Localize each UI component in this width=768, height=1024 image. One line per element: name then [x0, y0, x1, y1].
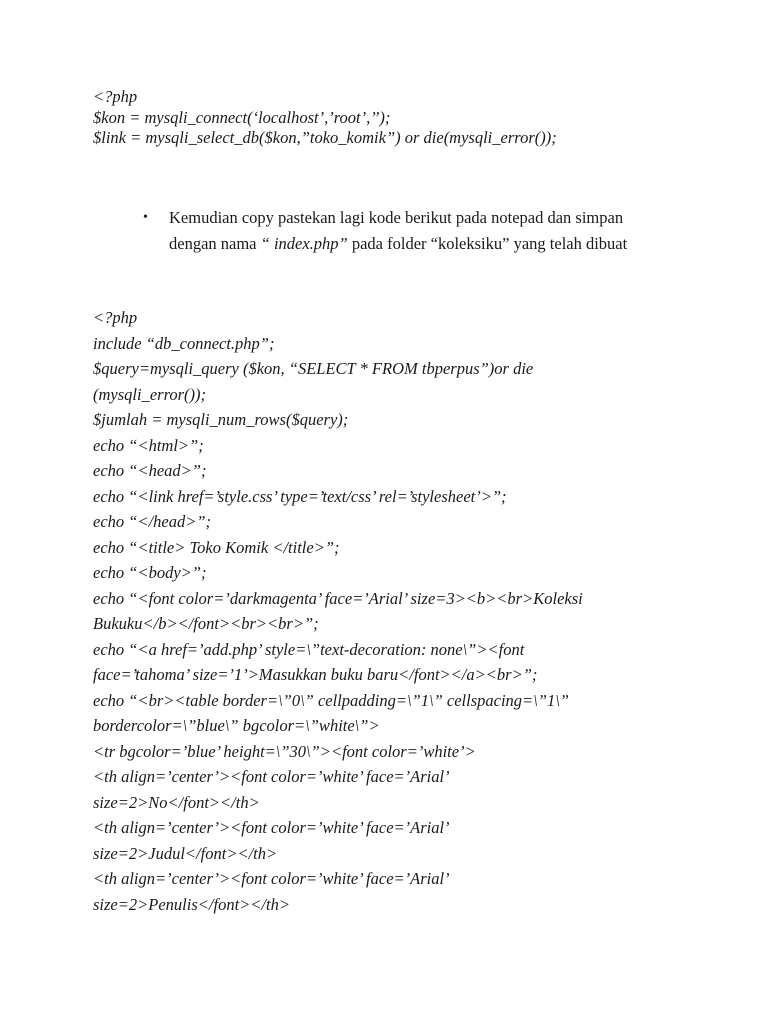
code-line: Bukuku</b></font><br><br>”;: [93, 614, 319, 633]
code-line: <th align=’center’><font color=’white’ face=’Arial’: [93, 869, 450, 888]
code-line: echo “<br><table border=\”0\” cellpadding=\”1\” cellspacing=\”1\”: [93, 690, 569, 710]
bullet-icon: •: [143, 210, 148, 225]
code-line: echo “<title> Toko Komik </title>”;: [93, 537, 340, 557]
code-block-db-connect: [93, 87, 733, 149]
bullet-text-part: pada folder “koleksiku” yang telah dibuat: [347, 233, 628, 253]
code-line: echo “<font color=’darkmagenta’ face=’Arial’ size=3><b><br>Koleksi: [93, 588, 583, 608]
code-block-index: [93, 305, 733, 917]
code-line: <?php: [93, 308, 138, 327]
code-line: <?php: [93, 87, 138, 106]
code-line: $kon = mysqli_connect(‘localhost’,’root’,’’);: [93, 107, 391, 127]
code-line: $link = mysqli_select_db($kon,”toko_komik”) or die(mysqli_error());: [93, 128, 557, 147]
code-line: <th align=’center’><font color=’white’ face=’Arial’: [93, 767, 450, 786]
code-line: face=’tahoma’ size=’1’>Masukkan buku baru</font></a><br>”;: [93, 665, 538, 684]
code-line: echo “<a href=’add.php’ style=\”text-decoration: none\”><font: [93, 639, 525, 659]
bullet-instruction: [143, 205, 663, 256]
code-line: bordercolor=\”blue\” bgcolor=\”white\”>: [93, 716, 380, 735]
bullet-text-part: Kemudian copy pastekan lagi kode berikut pada notepad dan simpan dengan nama: [169, 208, 624, 253]
code-line: echo “<head>”;: [93, 461, 207, 480]
code-line: echo “</head>”;: [93, 512, 212, 531]
code-line: size=2>Penulis</font></th>: [93, 894, 290, 914]
code-line: echo “<link href=’style.css’ type=’text/css’ rel=’stylesheet’>”;: [93, 486, 507, 506]
code-line: $jumlah = mysqli_num_rows($query);: [93, 410, 349, 429]
code-line: echo “<body>”;: [93, 563, 207, 582]
code-line: <tr bgcolor=’blue’ height=\”30\”><font color=’white’>: [93, 741, 476, 761]
code-line: $query=mysqli_query ($kon, “SELECT * FROM tbperpus”)or die: [93, 359, 534, 378]
code-line: include “db_connect.php”;: [93, 333, 275, 353]
code-line: (mysqli_error());: [93, 384, 207, 404]
code-line: <th align=’center’><font color=’white’ face=’Arial’: [93, 818, 450, 837]
code-line: echo “<html>”;: [93, 435, 204, 455]
bullet-text-filename: “ index.php”: [260, 233, 348, 253]
code-line: size=2>Judul</font></th>: [93, 843, 278, 863]
bullet-text: [169, 205, 663, 256]
code-line: size=2>No</font></th>: [93, 792, 260, 812]
